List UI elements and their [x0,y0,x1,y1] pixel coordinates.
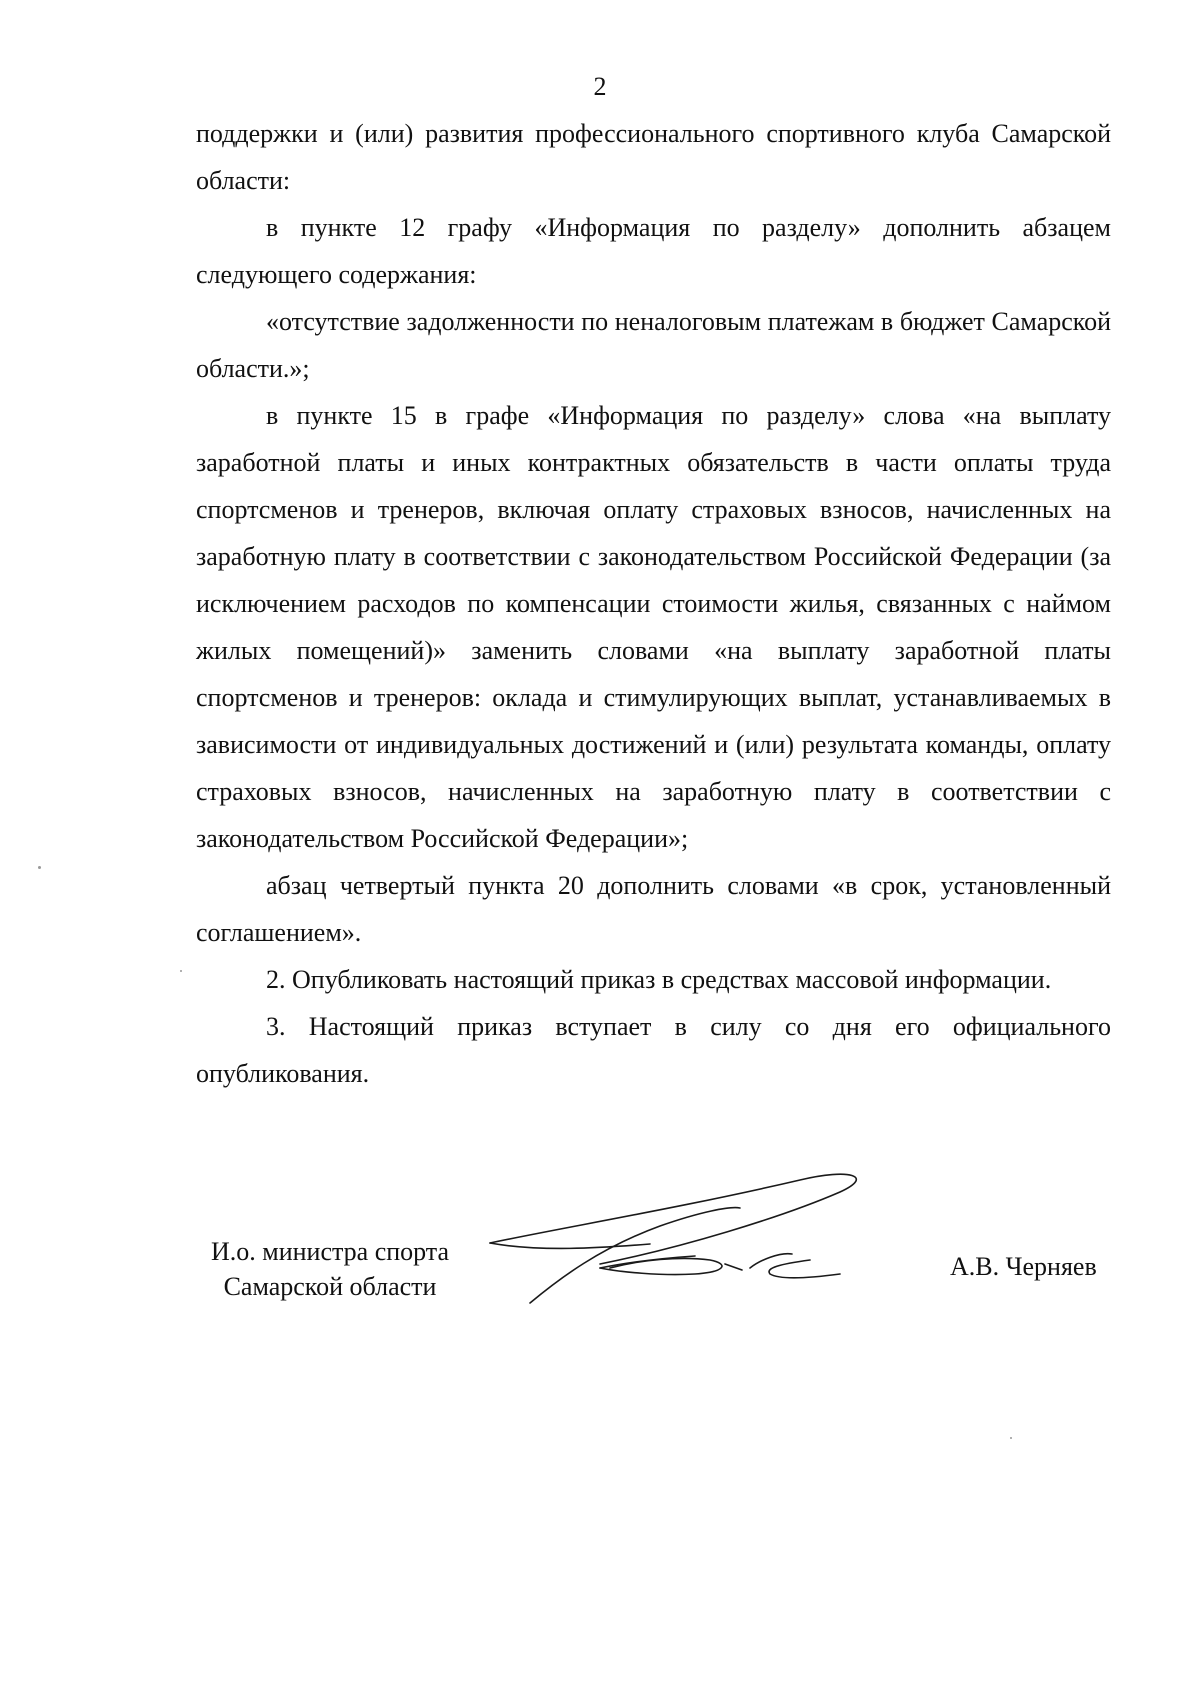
signer-name: А.В. Черняев [950,1252,1097,1281]
paragraph-item-12: в пункте 12 графу «Информация по разделу» дополнить абзацем следующего содержания: [196,213,1111,289]
document-body [196,110,1111,1097]
paragraph-item-20: абзац четвертый пункта 20 дополнить словами «в срок, установленный соглашением». [196,871,1111,947]
page-number: 2 [593,72,607,101]
signer-title-line2: Самарской области [223,1272,437,1301]
paragraph-item-15: в пункте 15 в графе «Информация по разделу» слова «на выплату заработной платы и иных контрактных обязательств в части оплаты труда спортсменов и тренеров, включая оплату страховых взносов, начисленных на заработную плату в соответствии с законодательством Российской Федерации (за исключением расходов по компенсации стоимости жилья, связанных с наймом жилых помещений)» заменить словами «на выплату заработной платы спортсменов и тренеров: оклада и стимулирующих выплат, устанавливаемых в зависимости от индивидуальных достижений и (или) результата команды, оплату страховых взносов, начисленных на заработную плату в соответствии с законодательством Российской Федерации»; [196,401,1111,853]
paragraph-effective: 3. Настоящий приказ вступает в силу со дня его официального опубликования. [196,1012,1111,1088]
signer-title-line1: И.о. министра спорта [210,1237,450,1266]
signer-title [200,1234,460,1304]
scan-speck [180,970,182,972]
paragraph-quote-debt: «отсутствие задолженности по неналоговым платежам в бюджет Самарской области.»; [196,307,1111,383]
paragraph-continuation: поддержки и (или) развития профессионального спортивного клуба Самарской области: [196,119,1111,195]
signature-block [0,1228,1200,1348]
handwritten-signature-icon [480,1168,900,1318]
scan-speck [1010,1437,1012,1439]
scan-speck [38,866,41,869]
paragraph-publish: 2. Опубликовать настоящий приказ в средствах массовой информации. [266,965,1052,994]
